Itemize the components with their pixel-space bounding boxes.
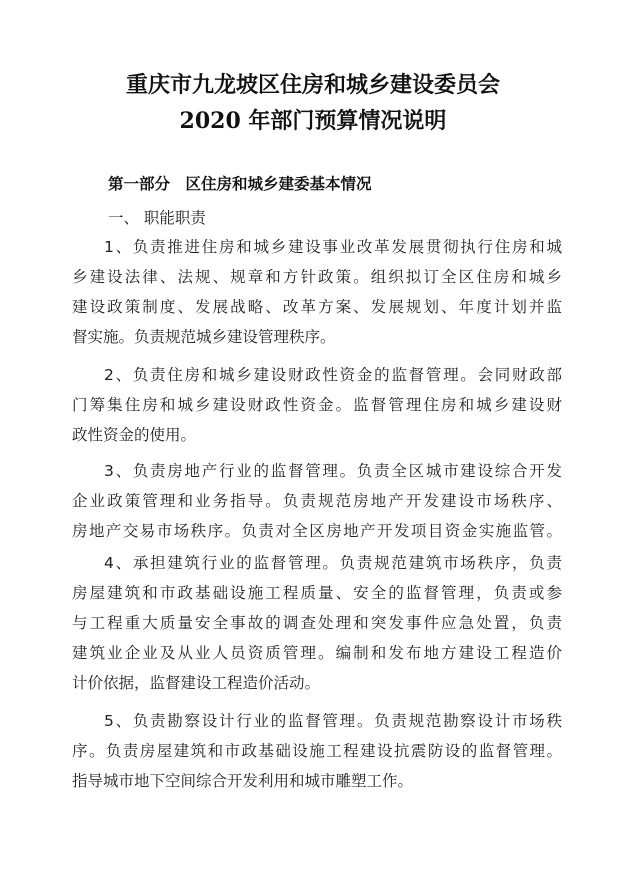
section-heading: 第一部分 区住房和城乡建委基本情况	[108, 175, 372, 193]
paragraph-line: 序。负责房屋建筑和市政基础设施工程建设抗震防设的监督管理。	[72, 742, 562, 760]
paragraph-line: 5、负责勘察设计行业的监督管理。负责规范勘察设计市场秩	[104, 712, 562, 730]
paragraph-line: 政性资金的使用。	[72, 426, 197, 444]
sub-heading-duties: 一、 职能职责	[108, 209, 206, 227]
paragraph-line: 3、负责房地产行业的监督管理。负责全区城市建设综合开发	[104, 462, 562, 480]
paragraph-line: 指导城市地下空间综合开发利用和城市雕塑工作。	[72, 772, 414, 790]
paragraph-line: 1、负责推进住房和城乡建设事业改革发展贯彻执行住房和城	[104, 238, 562, 256]
paragraph-3	[72, 456, 562, 546]
paragraph-line: 乡建设法律、法规、规章和方针政策。组织拟订全区住房和城乡	[72, 268, 562, 286]
paragraph-line: 房屋建筑和市政基础设施工程质量、安全的监督管理，负责或参	[72, 584, 562, 602]
paragraph-line: 2、负责住房和城乡建设财政性资金的监督管理。会同财政部	[104, 366, 562, 384]
paragraph-line: 4、承担建筑行业的监督管理。负责规范建筑市场秩序，负责	[104, 554, 562, 572]
paragraph-line: 房地产交易市场秩序。负责对全区房地产开发项目资金实施监管。	[72, 522, 562, 540]
paragraph-line: 计价依据，监督建设工程造价活动。	[72, 674, 321, 692]
paragraph-line: 建筑业企业及从业人员资质管理。编制和发布地方建设工程造价	[72, 644, 562, 662]
paragraph-line: 门筹集住房和城乡建设财政性资金。监督管理住房和城乡建设财	[72, 396, 562, 414]
paragraph-line: 督实施。负责规范城乡建设管理秩序。	[72, 328, 336, 346]
paragraph-line: 建设政策制度、发展战略、改革方案、发展规划、年度计划并监	[72, 298, 562, 316]
paragraph-line: 与工程重大质量安全事故的调查处理和突发事件应急处置，负责	[72, 614, 562, 632]
paragraph-line: 企业政策管理和业务指导。负责规范房地产开发建设市场秩序、	[72, 492, 562, 510]
paragraph-1	[72, 232, 562, 352]
document-title-line-2: 2020 年部门预算情况说明	[179, 108, 447, 134]
paragraph-5	[72, 706, 562, 796]
paragraph-2	[72, 360, 562, 450]
document-title-line-1: 重庆市九龙坡区住房和城乡建设委员会	[125, 72, 500, 98]
paragraph-4	[72, 548, 562, 698]
